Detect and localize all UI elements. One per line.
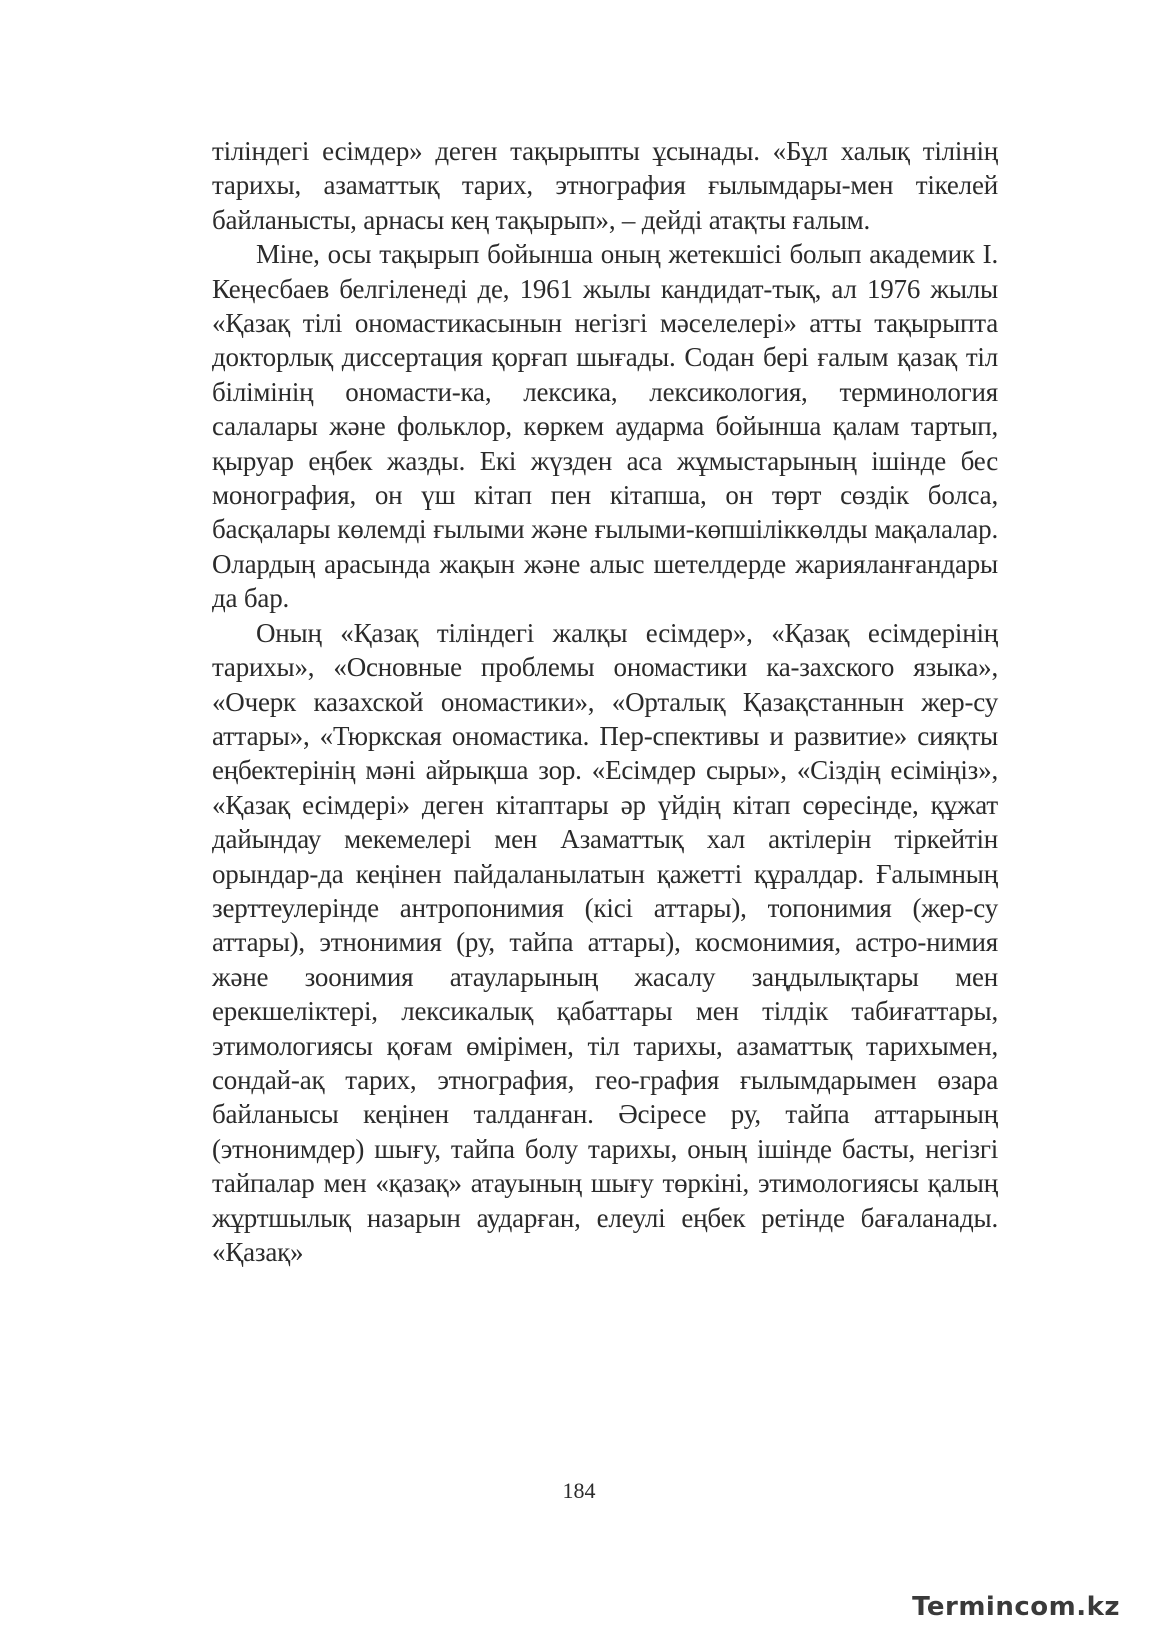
paragraph-3: Оның «Қазақ тіліндегі жалқы есімдер», «Қазақ есімдерінің тарихы», «Основные проблемы ономастики ка-захского языка», «Очерк казахской ономастики», «Орталық Қазақстаннын жер-су аттары», «Тюркская ономастика. Пер-спективы и развитие» сияқты еңбектерінің мәні айрықша зор. «Есімдер сыры», «Сіздің есіміңіз», «Қазақ есімдері» деген кітаптары әр үйдің кітап сөресінде, құжат дайындау мекемелері мен Азаматтық хал актілерін тіркейтін орындар-да кеңінен пайдаланылатын қажетті құралдар. Ғалымның зерттеулерінде антропонимия (кісі аттары), топонимия (жер-су аттары), этнонимия (ру, тайпа аттары), космонимия, астро-нимия және зоонимия атауларының жасалу заңдылықтары мен ерекшеліктері, лексикалық қабаттары мен тілдік табиғаттары, этимологиясы қоғам өмірімен, тіл тарихы, азаматтық тарихымен, сондай-ақ тарих, этнография, гео-графия ғылымдарымен өзара байланысы кеңінен талданған. Әсіресе ру, тайпа аттарының (этнонимдер) шығу, тайпа болу тарихы, оның ішінде басты, негізгі тайпалар мен «қазақ» атауының шығу төркіні, этимологиясы қалың жұртшылық назарын аударған, елеулі еңбек ретінде бағаланады. «Қазақ» — [212, 617, 998, 1267]
page-body — [212, 134, 998, 1269]
watermark-logo: Termincom.kz — [912, 1592, 1120, 1622]
paragraph-2: Міне, осы тақырып бойынша оның жетекшісі болып академик І. Кеңесбаев белгіленеді де, 1961 жылы кандидат-тық, ал 1976 жылы «Қазақ тілі ономастикасынын негізгі мәселелері» атты тақырыпта докторлық диссертация қорғап шығады. Содан бері ғалым қазақ тіл білімінің ономасти-ка, лексика, лексикология, терминология салалары және фольклор, көркем аударма бойынша қалам тартып, қыруар еңбек жазды. Екі жүзден аса жұмыстарының ішінде бес монография, он үш кітап пен кітапша, он төрт сөздік болса, басқалары көлемді ғылыми және ғылыми-көпшіліккөлды мақалалар. Олардың арасында жақын және алыс шетелдерде жарияланғандары да бар. — [212, 239, 998, 614]
page-number: 184 — [562, 1478, 596, 1503]
paragraph-1: тіліндегі есімдер» деген тақырыпты ұсынады. «Бұл халық тілінің тарихы, азаматтық тарих, этнография ғылымдары-мен тікелей байланысты, арнасы кең тақырып», – дейді атақты ғалым. — [212, 136, 998, 235]
